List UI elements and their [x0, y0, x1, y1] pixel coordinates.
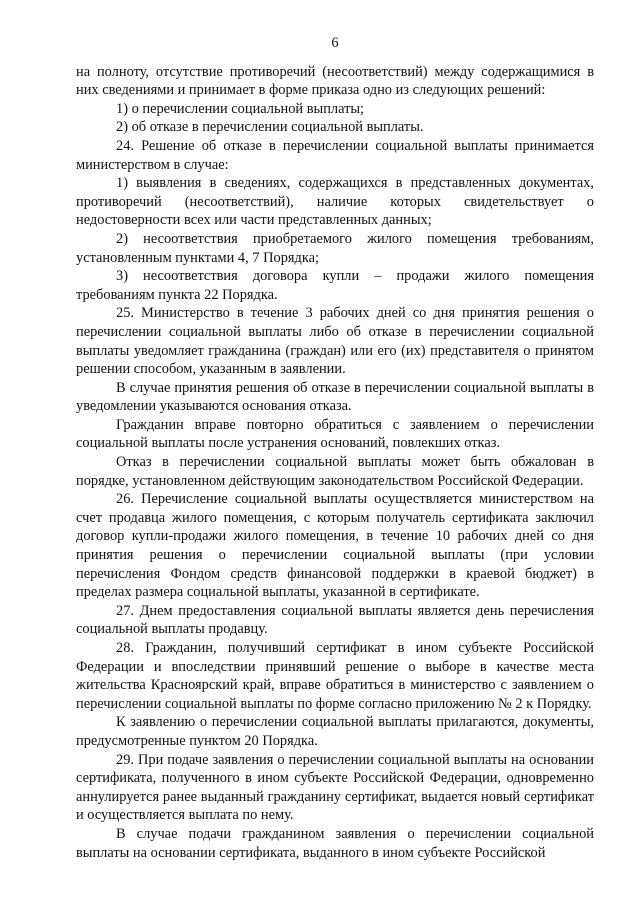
paragraph-24-item-3: 3) несоответствия договора купли – продажи жилого помещения требованиям пункта 22 Порядка. [76, 268, 594, 303]
paragraph-29-continued: В случае подачи гражданином заявления о перечислении социальной выплаты на основании сертификата, выданного в ином субъекте Российской [76, 825, 594, 861]
paragraph-25-refusal-notice: В случае принятия решения об отказе в перечислении социальной выплаты в уведомлении указываются основания отказа. [76, 379, 594, 415]
paragraph-25-appeal: Отказ в перечислении социальной выплаты может быть обжалован в порядке, установленном действующим законодательством Российской Федерации. [76, 454, 594, 489]
paragraph-28: 28. Гражданин, получивший сертификат в ином субъекте Российской Федерации и впоследствии принявший решение о выборе в качестве места жительства Красноярский край, вправе обратиться в министерство с заявлением о перечислении социальной выплаты по форме согласно приложению № 2 к Порядку. [76, 640, 594, 712]
paragraph-24: 24. Решение об отказе в перечислении социальной выплаты принимается министерством в случае: [76, 137, 594, 173]
paragraph-decision-2: 2) об отказе в перечислении социальной выплаты. [116, 119, 424, 136]
document-page [76, 34, 594, 862]
paragraph-intro-continued: на полноту, отсутствие противоречий (несоответствий) между содержащимися в них сведениями и принимает в форме приказа одно из следующих решений: [76, 63, 594, 99]
paragraph-25: 25. Министерство в течение 3 рабочих дней со дня принятия решения о перечислении социальной выплаты либо об отказе в перечислении социальной выплаты уведомляет гражданина (граждан) или его (их) представителя о принятом решении способом, указанным в заявлении. [76, 305, 594, 378]
paragraph-29: 29. При подаче заявления о перечислении социальной выплаты на основании сертификата, полученного в ином субъекте Российской Федерации, одновременно аннулируется ранее выданный гражданину сертификат, выдается новый сертификат и осуществляется выплата по нему. [76, 751, 594, 824]
paragraph-24-item-2: 2) несоответствия приобретаемого жилого помещения требованиям, установленным пунктами 4, 7 Порядка; [76, 230, 594, 266]
paragraph-25-repeat-application: Гражданин вправе повторно обратиться с заявлением о перечислении социальной выплаты после устранения оснований, повлекших отказ. [76, 416, 594, 452]
paragraph-26: 26. Перечисление социальной выплаты осуществляется министерством на счет продавца жилого помещения, с которым получатель сертификата заключил договор купли-продажи жилого помещения, в течение 10 рабочих дней со дня принятия решения о перечислении социальной выплаты (при условии перечисления Фондом средств финансовой поддержки в краевой бюджет) в пределах размера социальной выплаты, указанной в сертификате. [76, 491, 594, 601]
page-number: 6 [331, 35, 339, 51]
paragraph-27: 27. Днем предоставления социальной выплаты является день перечисления социальной выплаты продавцу. [76, 602, 594, 638]
paragraph-28-attachments: К заявлению о перечислении социальной выплаты прилагаются, документы, предусмотренные пунктом 20 Порядка. [76, 714, 594, 749]
paragraph-24-item-1: 1) выявления в сведениях, содержащихся в представленных документах, противоречий (несоответствий), наличие которых свидетельствует о недостоверности всех или части представленных данных; [76, 175, 594, 229]
paragraph-decision-1: 1) о перечислении социальной выплаты; [116, 100, 365, 117]
